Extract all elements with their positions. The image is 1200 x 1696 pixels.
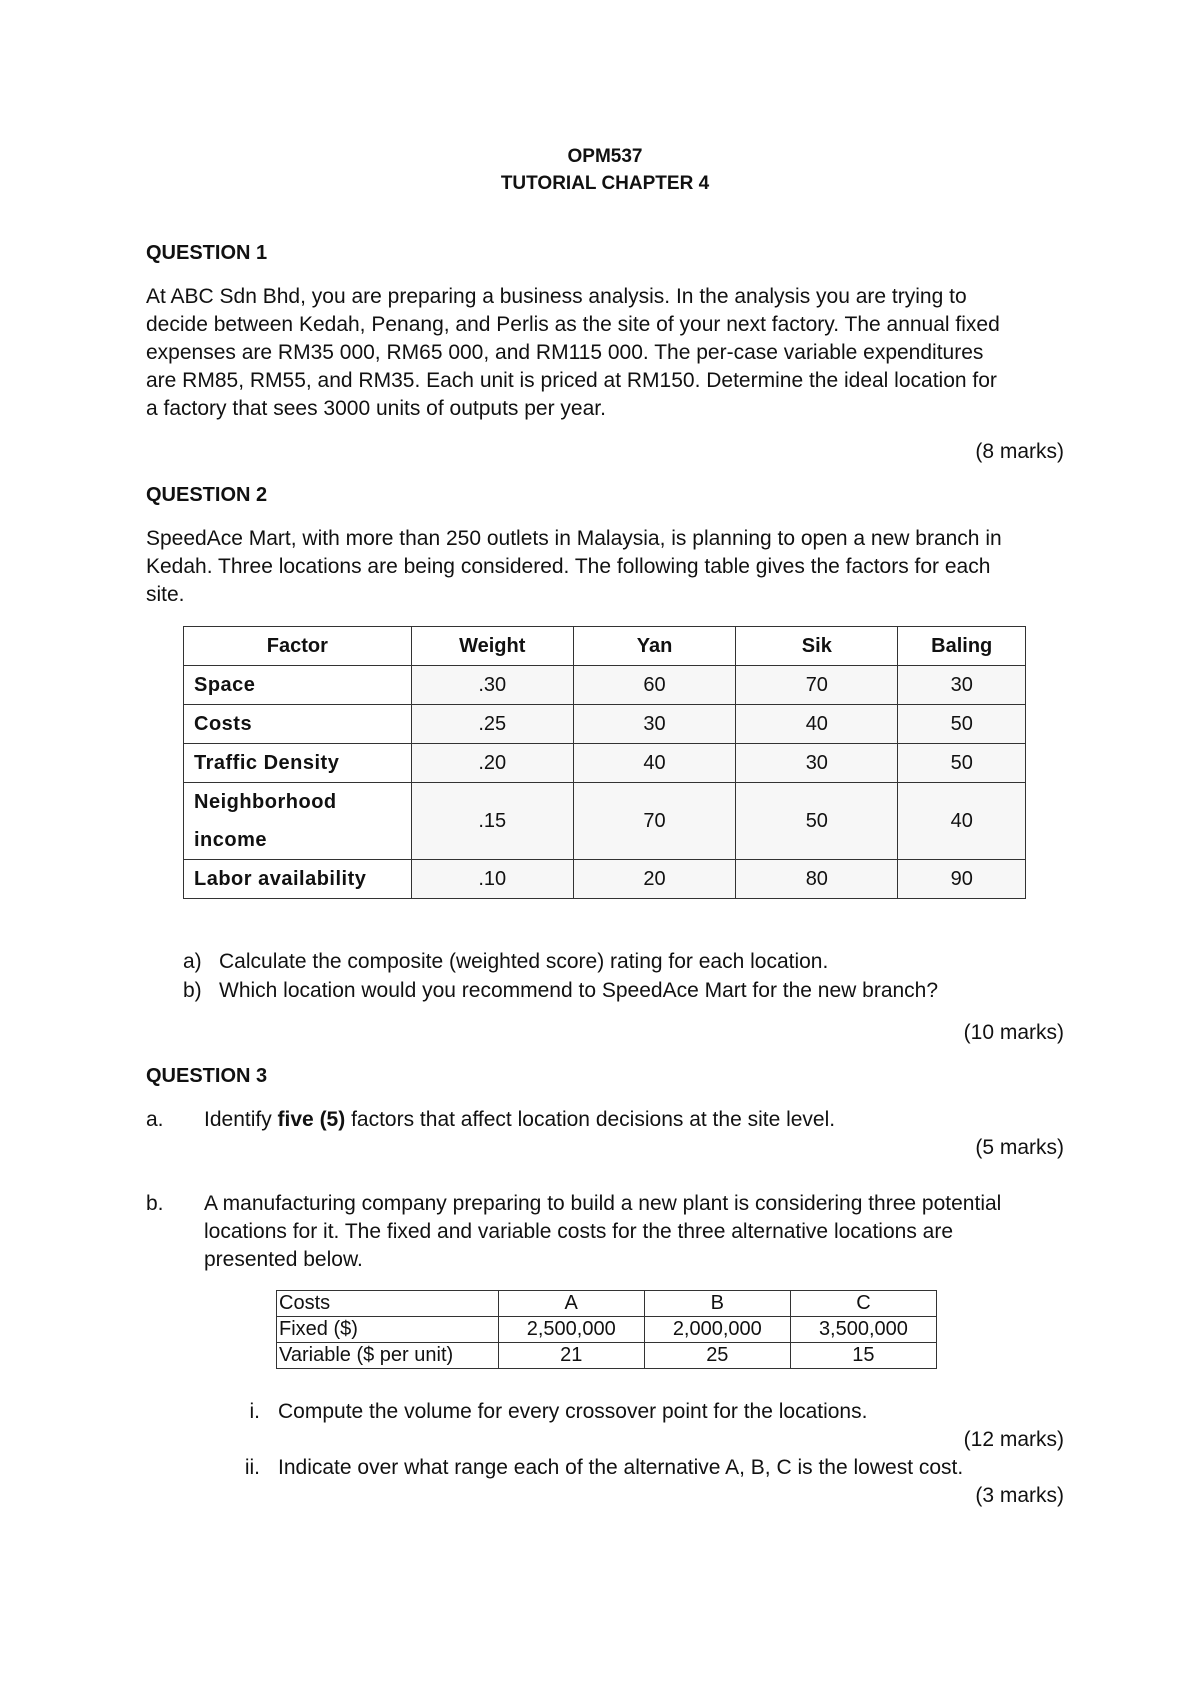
text-line: At ABC Sdn Bhd, you are preparing a business analysis. In the analysis you are trying to — [146, 285, 967, 308]
column-header: Costs — [277, 1291, 499, 1317]
item-label: ii. — [244, 1456, 260, 1479]
item-label: i. — [249, 1400, 260, 1423]
cost-c: 3,500,000 — [790, 1317, 936, 1343]
factor-name: Traffic Density — [184, 744, 412, 783]
table-row — [184, 666, 1026, 705]
text-line: presented below. — [204, 1248, 363, 1271]
table-row — [184, 860, 1026, 899]
text-line: decide between Kedah, Penang, and Perlis as the site of your next factory. The annual fixed — [146, 313, 1000, 336]
weight-cell: .15 — [411, 783, 573, 860]
sik-cell: 50 — [736, 783, 898, 860]
text-line: a factory that sees 3000 units of outputs per year. — [146, 397, 606, 420]
item-text: Indicate over what range each of the alternative A, B, C is the lowest cost. — [278, 1456, 964, 1479]
location-costs-table — [276, 1290, 937, 1369]
yan-cell: 40 — [573, 744, 735, 783]
sik-cell: 30 — [736, 744, 898, 783]
question-3-a-label: a. — [146, 1108, 164, 1131]
course-code: OPM537 — [567, 146, 643, 167]
question-3-a-marks: (5 marks) — [975, 1136, 1064, 1159]
cost-a: 21 — [498, 1343, 644, 1369]
column-header: Baling — [898, 627, 1026, 666]
factor-name: Space — [184, 666, 412, 705]
question-2-marks: (10 marks) — [963, 1021, 1064, 1044]
question-1-heading: QUESTION 1 — [146, 242, 268, 264]
cost-label: Fixed ($) — [277, 1317, 499, 1343]
weight-cell: .10 — [411, 860, 573, 899]
weight-cell: .20 — [411, 744, 573, 783]
factor-name-line: income — [194, 829, 268, 851]
item-text: Compute the volume for every crossover point for the locations. — [278, 1400, 868, 1423]
factor-name: Labor availability — [184, 860, 412, 899]
part-text: Calculate the composite (weighted score) rating for each location. — [219, 950, 829, 973]
weight-cell: .30 — [411, 666, 573, 705]
part-label: b) — [183, 979, 202, 1002]
table-row — [184, 705, 1026, 744]
column-header: B — [644, 1291, 790, 1317]
question-3-b-text — [204, 1190, 1064, 1274]
column-header: Yan — [573, 627, 735, 666]
yan-cell: 60 — [573, 666, 735, 705]
question-3-a-text — [204, 1106, 1064, 1134]
item-marks: (12 marks) — [963, 1428, 1064, 1451]
text-line: site. — [146, 583, 185, 606]
cost-label: Variable ($ per unit) — [277, 1343, 499, 1369]
document-title: TUTORIAL CHAPTER 4 — [500, 173, 710, 194]
cost-a: 2,500,000 — [498, 1317, 644, 1343]
factor-rating-table — [183, 626, 1026, 899]
yan-cell: 20 — [573, 860, 735, 899]
text-line: are RM85, RM55, and RM35. Each unit is priced at RM150. Determine the ideal location for — [146, 369, 997, 392]
table-header-row — [277, 1291, 937, 1317]
baling-cell: 50 — [898, 705, 1026, 744]
column-header: Weight — [411, 627, 573, 666]
weight-cell: .25 — [411, 705, 573, 744]
baling-cell: 40 — [898, 783, 1026, 860]
text-line: A manufacturing company preparing to build a new plant is considering three potential — [204, 1192, 1002, 1215]
part-label: a) — [183, 950, 202, 973]
sik-cell: 80 — [736, 860, 898, 899]
text-segment: Identify — [204, 1108, 278, 1131]
item-marks: (3 marks) — [975, 1484, 1064, 1507]
question-2-part-b — [183, 979, 938, 1003]
table-row — [277, 1343, 937, 1369]
sik-cell: 70 — [736, 666, 898, 705]
question-3-b-label: b. — [146, 1192, 164, 1215]
text-line: Kedah. Three locations are being considered. The following table gives the factors for each — [146, 555, 991, 578]
baling-cell: 30 — [898, 666, 1026, 705]
yan-cell: 30 — [573, 705, 735, 744]
column-header: C — [790, 1291, 936, 1317]
factor-name-line: Neighborhood — [194, 791, 337, 813]
text-segment: factors that affect location decisions at the site level. — [345, 1108, 836, 1131]
table-header-row — [184, 627, 1026, 666]
text-line: SpeedAce Mart, with more than 250 outlets in Malaysia, is planning to open a new branch in — [146, 527, 1002, 550]
factor-name: Costs — [184, 705, 412, 744]
question-1-text — [146, 283, 1064, 423]
baling-cell: 50 — [898, 744, 1026, 783]
yan-cell: 70 — [573, 783, 735, 860]
cost-b: 25 — [644, 1343, 790, 1369]
cost-b: 2,000,000 — [644, 1317, 790, 1343]
table-row — [277, 1317, 937, 1343]
text-line: locations for it. The fixed and variable costs for the three alternative locations are — [204, 1220, 954, 1243]
question-3-heading: QUESTION 3 — [146, 1065, 268, 1087]
baling-cell: 90 — [898, 860, 1026, 899]
question-1-marks: (8 marks) — [975, 440, 1064, 463]
part-text: Which location would you recommend to SpeedAce Mart for the new branch? — [219, 979, 939, 1002]
column-header: Sik — [736, 627, 898, 666]
cost-c: 15 — [790, 1343, 936, 1369]
question-2-text — [146, 525, 1064, 609]
table-row — [184, 744, 1026, 783]
bold-text: five (5) — [277, 1108, 346, 1131]
column-header: A — [498, 1291, 644, 1317]
factor-name — [184, 783, 412, 860]
sik-cell: 40 — [736, 705, 898, 744]
question-2-part-a — [183, 950, 828, 974]
question-2-heading: QUESTION 2 — [146, 484, 268, 506]
table-row — [184, 783, 1026, 860]
column-header: Factor — [184, 627, 412, 666]
text-line: expenses are RM35 000, RM65 000, and RM115 000. The per-case variable expenditures — [146, 341, 984, 364]
